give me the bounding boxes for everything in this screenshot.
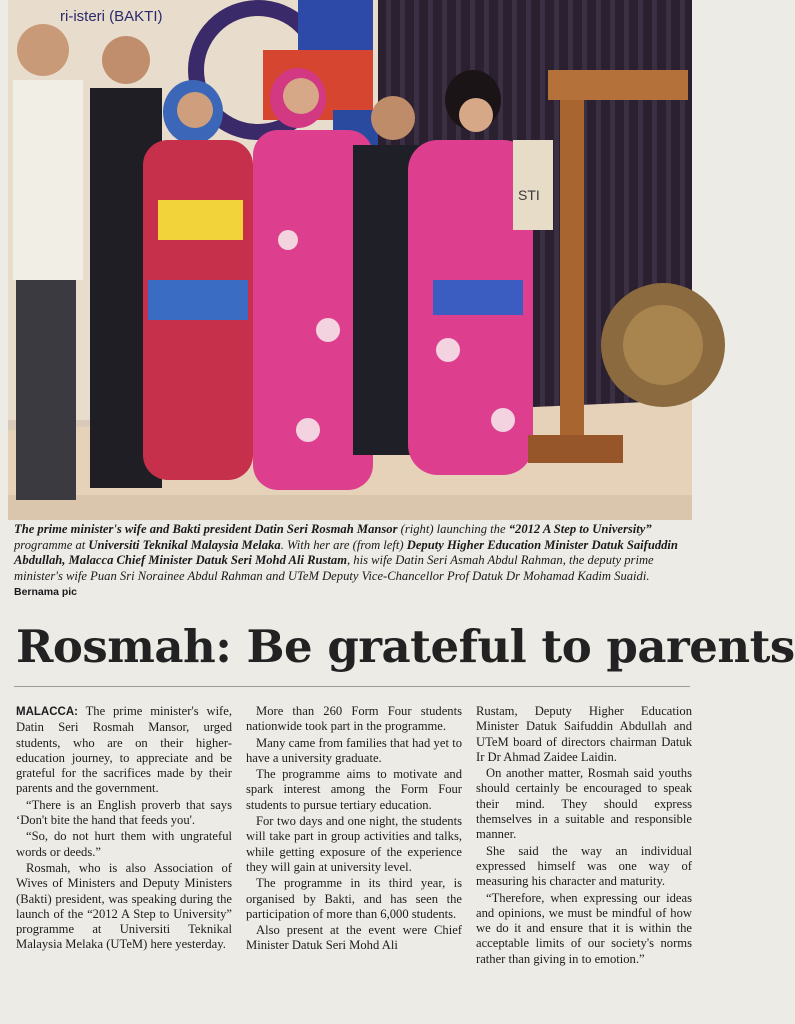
article-paragraph: Also present at the event were Chief Minister Datuk Seri Mohd Ali <box>246 923 462 953</box>
article-paragraph: Rosmah, who is also Association of Wives of Ministers and Deputy Ministers (Bakti) president, was speaking during the launch of the “2012 A Step to University” programme at Universiti Teknikal Malaysia Melaka (UTeM) here yesterday. <box>16 860 232 952</box>
headline-rule <box>14 686 690 687</box>
article-paragraph: For two days and one night, the students will take part in group activities and talks, while getting exposure of the experience they will gain at university level. <box>246 814 462 874</box>
caption-part-5: Universiti Teknikal Malaysia Melaka <box>88 537 281 552</box>
caption-part-4: programme at <box>14 537 89 552</box>
article-paragraph: On another matter, Rosmah said youths should certainly be encouraged to speak their mind. They should express themselves in a suitable and responsible manner. <box>476 766 692 842</box>
article-column-2 <box>246 704 462 1022</box>
article-paragraph: The programme aims to motivate and spark interest among the Form Four students to pursue tertiary education. <box>246 767 462 812</box>
gong-sign-text: STI <box>518 187 540 203</box>
article-paragraph <box>16 704 232 797</box>
article-column-3 <box>476 704 692 1022</box>
caption-part-7: Deputy Higher Education Minister Datuk Saifuddin Abdullah, Malacca Chief Minister Datuk Seri Mohd Ali Rustam <box>14 537 678 567</box>
article-body <box>16 704 692 1022</box>
article-paragraph: Rustam, Deputy Higher Education Minister Datuk Saifuddin Abdullah and UTeM board of directors chairman Datuk Ir Dr Ahmad Zaidee Laidin. <box>476 704 692 764</box>
caption-part-2: (right) launching the <box>397 522 509 536</box>
caption-part-6: . With her are (from left) <box>280 537 407 552</box>
banner-text: ri-isteri (BAKTI) <box>60 8 163 25</box>
article-paragraph: “So, do not hurt them with ungrateful words or deeds.” <box>16 829 232 859</box>
article-paragraph: The programme in its third year, is organised by Bakti, and has seen the participation of more than 6,000 students. <box>246 876 462 921</box>
photo-credit: Bernama pic <box>14 586 78 598</box>
caption-part-3: “2012 A Step to University” <box>508 522 652 536</box>
headline: Rosmah: Be grateful to parents <box>16 620 795 673</box>
article-paragraph: More than 260 Form Four students nationwide took part in the programme. <box>246 704 462 734</box>
dateline: MALACCA: <box>16 706 78 718</box>
caption-part-1: The prime minister's wife and Bakti president Datin Seri Rosmah Mansor <box>14 522 398 536</box>
article-paragraph: Many came from families that had yet to have a university graduate. <box>246 735 462 765</box>
article-paragraph: “Therefore, when expressing our ideas and opinions, we must be mindful of how we do it and ensure that it is within the acceptable limits of our society's norms rather than giving in to emotion.” <box>476 890 692 966</box>
article-paragraph: “There is an English proverb that says ‘Don't bite the hand that feeds you'. <box>16 797 232 828</box>
news-photo <box>8 0 692 520</box>
caption-part-8: , his wife Datin Seri Asmah Abdul Rahman, the deputy prime minister's wife Puan Sri Norainee Abdul Rahman and UTeM Deputy Vice-Chancellor Prof Datuk Dr Mohamad Kadim Suaidi. <box>14 553 654 583</box>
photo-caption <box>14 522 690 601</box>
article-column-1 <box>16 704 232 1022</box>
photo-illustration <box>8 0 692 520</box>
paragraph-text: The prime minister's wife, Datin Seri Rosmah Mansor, urged students, who are on their higher-education journey, to appreciate and be grateful for the sacrifices made by their parents and the government. <box>16 704 232 796</box>
article-paragraph: She said the way an individual expressed himself was one way of measuring his character and maturity. <box>476 843 692 889</box>
